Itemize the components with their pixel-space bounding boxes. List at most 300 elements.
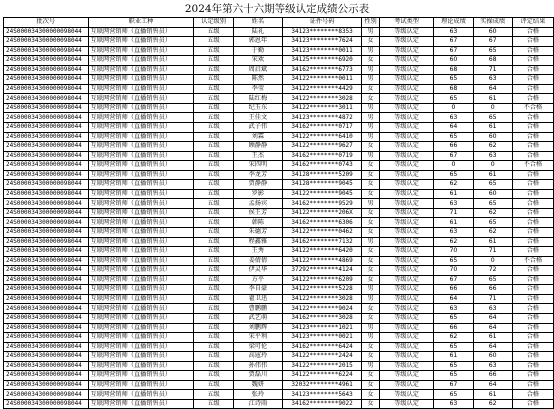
theory-score-cell: 0 — [434, 161, 473, 171]
result-cell: 合格 — [512, 37, 553, 47]
occupation-cell: 互联网营销师（直播销售员） — [88, 170, 194, 180]
practice-score-cell: 71 — [473, 294, 512, 304]
level-cell: 五级 — [194, 132, 233, 142]
practice-score-cell: 64 — [473, 84, 512, 94]
practice-score-cell: 63 — [473, 75, 512, 85]
occupation-cell: 互联网营销师（直播销售员） — [88, 285, 194, 295]
name-cell: 王佳文 — [233, 113, 282, 123]
occupation-cell: 互联网营销师（直播销售员） — [88, 247, 194, 257]
id-number-cell: 34122********9045 — [283, 189, 362, 199]
table-row — [4, 333, 554, 343]
practice-score-cell: 67 — [473, 37, 512, 47]
exam-type-cell: 等级认定 — [379, 380, 433, 390]
exam-type-cell: 等级认定 — [379, 27, 433, 37]
theory-score-cell: 62 — [434, 333, 473, 343]
table-row — [4, 75, 554, 85]
practice-score-cell: 60 — [473, 27, 512, 37]
name-cell: 武艺萌 — [233, 313, 282, 323]
sex-cell: 女 — [362, 371, 380, 381]
level-cell: 五级 — [194, 380, 233, 390]
batch-cell: 24S000034300000098044 — [4, 180, 89, 190]
id-number-cell: 34122********3028 — [283, 294, 362, 304]
table-row — [4, 103, 554, 113]
occupation-cell: 互联网营销师（直播销售员） — [88, 151, 194, 161]
table-row — [4, 380, 554, 390]
level-cell: 五级 — [194, 285, 233, 295]
sex-cell: 女 — [362, 313, 380, 323]
occupation-cell: 互联网营销师（直播销售员） — [88, 380, 194, 390]
occupation-cell: 互联网营销师（直播销售员） — [88, 27, 194, 37]
batch-cell: 24S000034300000098044 — [4, 342, 89, 352]
practice-score-cell: 62 — [473, 228, 512, 238]
practice-score-cell: 65 — [473, 199, 512, 209]
batch-cell: 24S000034300000098044 — [4, 46, 89, 56]
exam-type-cell: 等级认定 — [379, 189, 433, 199]
table-row — [4, 123, 554, 133]
result-cell: 合格 — [512, 371, 553, 381]
occupation-cell: 互联网营销师（直播销售员） — [88, 371, 194, 381]
practice-score-cell: 66 — [473, 371, 512, 381]
sex-cell: 男 — [362, 75, 380, 85]
batch-cell: 24S000034300000098044 — [4, 27, 89, 37]
result-cell: 合格 — [512, 275, 553, 285]
batch-cell: 24S000034300000098044 — [4, 380, 89, 390]
result-cell: 合格 — [512, 123, 553, 133]
theory-score-cell: 68 — [434, 65, 473, 75]
theory-score-cell: 64 — [434, 294, 473, 304]
practice-score-cell: 60 — [473, 132, 512, 142]
column-header-occupation: 职业工种 — [88, 18, 194, 28]
results-table — [3, 17, 554, 409]
id-number-cell: 34123********0021 — [283, 333, 362, 343]
table-row — [4, 46, 554, 56]
table-row — [4, 361, 554, 371]
sex-cell: 女 — [362, 180, 380, 190]
batch-cell: 24S000034300000098044 — [4, 56, 89, 66]
exam-type-cell: 等级认定 — [379, 390, 433, 400]
level-cell: 五级 — [194, 342, 233, 352]
batch-cell: 24S000034300000098044 — [4, 65, 89, 75]
occupation-cell: 互联网营销师（直播销售员） — [88, 266, 194, 276]
result-cell: 合格 — [512, 237, 553, 247]
practice-score-cell: 64 — [473, 342, 512, 352]
table-row — [4, 352, 554, 362]
occupation-cell: 互联网营销师（直播销售员） — [88, 142, 194, 152]
sex-cell: 男 — [362, 46, 380, 56]
level-cell: 五级 — [194, 371, 233, 381]
result-cell: 合格 — [512, 170, 553, 180]
batch-cell: 24S000034300000098044 — [4, 333, 89, 343]
name-cell: 武子伟 — [233, 123, 282, 133]
sex-cell: 男 — [362, 361, 380, 371]
practice-score-cell: 0 — [473, 161, 512, 171]
practice-score-cell: 72 — [473, 266, 512, 276]
column-header-id-number: 证件号码 — [283, 18, 362, 28]
exam-type-cell: 等级认定 — [379, 37, 433, 47]
practice-score-cell: 60 — [473, 352, 512, 362]
occupation-cell: 互联网营销师（直播销售员） — [88, 218, 194, 228]
batch-cell: 24S000034300000098044 — [4, 37, 89, 47]
sex-cell: 男 — [362, 237, 380, 247]
result-cell: 合格 — [512, 399, 553, 409]
sex-cell: 女 — [362, 94, 380, 104]
sex-cell: 女 — [362, 399, 380, 409]
table-row — [4, 65, 554, 75]
practice-score-cell: 0 — [473, 103, 512, 113]
occupation-cell: 互联网营销师（直播销售员） — [88, 161, 194, 171]
id-number-cell: 34122********3011 — [283, 103, 362, 113]
table-row — [4, 27, 554, 37]
table-row — [4, 390, 554, 400]
sex-cell: 女 — [362, 390, 380, 400]
column-header-batch: 批次号 — [4, 18, 89, 28]
exam-type-cell: 等级认定 — [379, 180, 433, 190]
theory-score-cell: 66 — [434, 142, 473, 152]
result-cell: 合格 — [512, 380, 553, 390]
sex-cell: 男 — [362, 323, 380, 333]
theory-score-cell: 65 — [434, 132, 473, 142]
occupation-cell: 互联网营销师（直播销售员） — [88, 65, 194, 75]
table-row — [4, 266, 554, 276]
table-row — [4, 180, 554, 190]
practice-score-cell: 65 — [473, 180, 512, 190]
result-cell: 合格 — [512, 285, 553, 295]
column-header-result: 评定结果 — [512, 18, 553, 28]
batch-cell: 24S000034300000098044 — [4, 161, 89, 171]
result-cell: 合格 — [512, 27, 553, 37]
result-cell: 合格 — [512, 132, 553, 142]
practice-score-cell: 62 — [473, 399, 512, 409]
batch-cell: 24S000034300000098044 — [4, 371, 89, 381]
sex-cell: 男 — [362, 285, 380, 295]
id-number-cell: 34122********6209 — [283, 275, 362, 285]
exam-type-cell: 等级认定 — [379, 218, 433, 228]
sex-cell: 女 — [362, 170, 380, 180]
table-row — [4, 56, 554, 66]
exam-type-cell: 等级认定 — [379, 361, 433, 371]
theory-score-cell: 65 — [434, 94, 473, 104]
id-number-cell: 34123********0011 — [283, 46, 362, 56]
table-row — [4, 113, 554, 123]
name-cell: 陆红梅 — [233, 94, 282, 104]
result-cell: 合格 — [512, 46, 553, 56]
occupation-cell: 互联网营销师（直播销售员） — [88, 75, 194, 85]
name-cell: 陆礼 — [233, 27, 282, 37]
occupation-cell: 互联网营销师（直播销售员） — [88, 123, 194, 133]
theory-score-cell: 63 — [434, 228, 473, 238]
result-cell: 合格 — [512, 333, 553, 343]
column-header-exam-type: 考试类型 — [379, 18, 433, 28]
practice-score-cell: 64 — [473, 323, 512, 333]
batch-cell: 24S000034300000098044 — [4, 285, 89, 295]
result-cell: 合格 — [512, 208, 553, 218]
theory-score-cell: 70 — [434, 247, 473, 257]
column-header-level: 认定级别 — [194, 18, 233, 28]
batch-cell: 24S000034300000098044 — [4, 189, 89, 199]
occupation-cell: 互联网营销师（直播销售员） — [88, 46, 194, 56]
sex-cell: 女 — [362, 304, 380, 314]
occupation-cell: 互联网营销师（直播销售员） — [88, 361, 194, 371]
id-number-cell: 34123********7624 — [283, 37, 362, 47]
occupation-cell: 互联网营销师（直播销售员） — [88, 180, 194, 190]
sex-cell: 男 — [362, 123, 380, 133]
level-cell: 五级 — [194, 323, 233, 333]
table-row — [4, 84, 554, 94]
exam-type-cell: 等级认定 — [379, 256, 433, 266]
level-cell: 五级 — [194, 75, 233, 85]
exam-type-cell: 等级认定 — [379, 94, 433, 104]
sex-cell: 女 — [362, 380, 380, 390]
theory-score-cell: 66 — [434, 323, 473, 333]
occupation-cell: 互联网营销师（直播销售员） — [88, 342, 194, 352]
level-cell: 五级 — [194, 46, 233, 56]
result-cell: 合格 — [512, 56, 553, 66]
name-cell: 程鑫雅 — [233, 237, 282, 247]
name-cell: 王杰 — [233, 151, 282, 161]
result-cell: 合格 — [512, 313, 553, 323]
sex-cell: 女 — [362, 208, 380, 218]
level-cell: 五级 — [194, 247, 233, 257]
column-header-name: 姓名 — [233, 18, 282, 28]
id-number-cell: 34122********4429 — [283, 84, 362, 94]
table-body — [4, 27, 554, 409]
id-number-cell: 34162********6306 — [283, 218, 362, 228]
theory-score-cell: 67 — [434, 151, 473, 161]
id-number-cell: 34123********8353 — [283, 27, 362, 37]
occupation-cell: 互联网营销师（直播销售员） — [88, 199, 194, 209]
level-cell: 五级 — [194, 84, 233, 94]
name-cell: 翟卫迅 — [233, 294, 282, 304]
name-cell: 纪玉东 — [233, 103, 282, 113]
exam-type-cell: 等级认定 — [379, 123, 433, 133]
table-row — [4, 237, 554, 247]
id-number-cell: 34162********0719 — [283, 151, 362, 161]
theory-score-cell: 65 — [434, 371, 473, 381]
sex-cell: 男 — [362, 113, 380, 123]
name-cell: 陈然 — [233, 75, 282, 85]
practice-score-cell: 65 — [473, 218, 512, 228]
occupation-cell: 互联网营销师（直播销售员） — [88, 275, 194, 285]
batch-cell: 24S000034300000098044 — [4, 103, 89, 113]
batch-cell: 24S000034300000098044 — [4, 266, 89, 276]
column-header-practice-score: 实操成绩 — [473, 18, 512, 28]
name-cell: 江诗雨 — [233, 399, 282, 409]
sex-cell: 男 — [362, 27, 380, 37]
header-row — [4, 18, 554, 28]
name-cell: 贾磊川 — [233, 371, 282, 381]
level-cell: 五级 — [194, 399, 233, 409]
id-number-cell: 34122********3028 — [283, 94, 362, 104]
exam-type-cell: 等级认定 — [379, 342, 433, 352]
theory-score-cell: 65 — [434, 75, 473, 85]
name-cell: 顾静静 — [233, 142, 282, 152]
level-cell: 五级 — [194, 228, 233, 238]
occupation-cell: 互联网营销师（直播销售员） — [88, 390, 194, 400]
sex-cell: 女 — [362, 352, 380, 362]
level-cell: 五级 — [194, 256, 233, 266]
exam-type-cell: 等级认定 — [379, 75, 433, 85]
level-cell: 五级 — [194, 218, 233, 228]
id-number-cell: 34123********1021 — [283, 323, 362, 333]
column-header-sex: 性别 — [362, 18, 380, 28]
id-number-cell: 34122********6224 — [283, 371, 362, 381]
batch-cell: 24S000034300000098044 — [4, 256, 89, 266]
batch-cell: 24S000034300000098044 — [4, 208, 89, 218]
level-cell: 五级 — [194, 170, 233, 180]
exam-type-cell: 等级认定 — [379, 132, 433, 142]
exam-type-cell: 等级认定 — [379, 247, 433, 257]
table-row — [4, 170, 554, 180]
id-number-cell: 34162********9022 — [283, 399, 362, 409]
id-number-cell: 34122********6410 — [283, 132, 362, 142]
practice-score-cell: 71 — [473, 247, 512, 257]
name-cell: 宋平利 — [233, 333, 282, 343]
practice-score-cell: 63 — [473, 304, 512, 314]
sex-cell: 女 — [362, 189, 380, 199]
practice-score-cell: 61 — [473, 123, 512, 133]
practice-score-cell: 63 — [473, 151, 512, 161]
occupation-cell: 互联网营销师（直播销售员） — [88, 189, 194, 199]
result-cell: 合格 — [512, 323, 553, 333]
theory-score-cell: 65 — [434, 256, 473, 266]
table-row — [4, 189, 554, 199]
table-row — [4, 142, 554, 152]
level-cell: 五级 — [194, 27, 233, 37]
occupation-cell: 互联网营销师（直播销售员） — [88, 237, 194, 247]
occupation-cell: 互联网营销师（直播销售员） — [88, 37, 194, 47]
batch-cell: 24S000034300000098044 — [4, 151, 89, 161]
level-cell: 五级 — [194, 294, 233, 304]
sex-cell: 女 — [362, 56, 380, 66]
practice-score-cell: 65 — [473, 46, 512, 56]
sex-cell: 男 — [362, 151, 380, 161]
sex-cell: 女 — [362, 266, 380, 276]
practice-score-cell: 63 — [473, 361, 512, 371]
sex-cell: 女 — [362, 342, 380, 352]
level-cell: 五级 — [194, 275, 233, 285]
table-row — [4, 399, 554, 409]
exam-type-cell: 等级认定 — [379, 304, 433, 314]
name-cell: 李龙芳 — [233, 170, 282, 180]
id-number-cell: 34122********0011 — [283, 75, 362, 85]
sex-cell: 女 — [362, 228, 380, 238]
sex-cell: 女 — [362, 218, 380, 228]
exam-type-cell: 等级认定 — [379, 103, 433, 113]
result-cell: 合格 — [512, 75, 553, 85]
id-number-cell: 34122********0462 — [283, 228, 362, 238]
sex-cell: 女 — [362, 256, 380, 266]
practice-score-cell: 60 — [473, 189, 512, 199]
exam-type-cell: 等级认定 — [379, 199, 433, 209]
sex-cell: 男 — [362, 333, 380, 343]
table-row — [4, 37, 554, 47]
id-number-cell: 34122********9627 — [283, 142, 362, 152]
level-cell: 五级 — [194, 94, 233, 104]
theory-score-cell: 66 — [434, 285, 473, 295]
sex-cell: 女 — [362, 142, 380, 152]
id-number-cell: 32032********4961 — [283, 380, 362, 390]
practice-score-cell: 61 — [473, 170, 512, 180]
exam-type-cell: 等级认定 — [379, 65, 433, 75]
practice-score-cell: 61 — [473, 333, 512, 343]
name-cell: 周启斌 — [233, 65, 282, 75]
id-number-cell: 34162********7132 — [283, 237, 362, 247]
batch-cell: 24S000034300000098044 — [4, 142, 89, 152]
occupation-cell: 互联网营销师（直播销售员） — [88, 113, 194, 123]
occupation-cell: 互联网营销师（直播销售员） — [88, 103, 194, 113]
exam-type-cell: 等级认定 — [379, 275, 433, 285]
theory-score-cell: 64 — [434, 123, 473, 133]
name-cell: 朱德芳 — [233, 228, 282, 238]
occupation-cell: 互联网营销师（直播销售员） — [88, 228, 194, 238]
id-number-cell: 34162********6773 — [283, 65, 362, 75]
level-cell: 五级 — [194, 161, 233, 171]
theory-score-cell: 68 — [434, 84, 473, 94]
name-cell: 刘鹏辉 — [233, 323, 282, 333]
result-cell: 合格 — [512, 84, 553, 94]
column-header-theory-score: 理论成绩 — [434, 18, 473, 28]
table-row — [4, 285, 554, 295]
name-cell: 姜倩倩 — [233, 256, 282, 266]
exam-type-cell: 等级认定 — [379, 266, 433, 276]
table-row — [4, 208, 554, 218]
name-cell: 方平 — [233, 275, 282, 285]
id-number-cell: 34122********2424 — [283, 352, 362, 362]
id-number-cell: 37292********4124 — [283, 266, 362, 276]
practice-score-cell: 65 — [473, 275, 512, 285]
exam-type-cell: 等级认定 — [379, 113, 433, 123]
sex-cell: 女 — [362, 161, 380, 171]
level-cell: 五级 — [194, 352, 233, 362]
batch-cell: 24S000034300000098044 — [4, 323, 89, 333]
occupation-cell: 互联网营销师（直播销售员） — [88, 56, 194, 66]
occupation-cell: 互联网营销师（直播销售员） — [88, 94, 194, 104]
exam-type-cell: 等级认定 — [379, 371, 433, 381]
level-cell: 五级 — [194, 199, 233, 209]
practice-score-cell: 61 — [473, 94, 512, 104]
theory-score-cell: 63 — [434, 304, 473, 314]
table-row — [4, 132, 554, 142]
batch-cell: 24S000034300000098044 — [4, 170, 89, 180]
name-cell: 侯王芳 — [233, 208, 282, 218]
table-row — [4, 304, 554, 314]
table-row — [4, 199, 554, 209]
level-cell: 五级 — [194, 333, 233, 343]
exam-type-cell: 等级认定 — [379, 208, 433, 218]
practice-score-cell: 64 — [473, 313, 512, 323]
theory-score-cell: 61 — [434, 189, 473, 199]
practice-score-cell: 71 — [473, 65, 512, 75]
result-cell: 合格 — [512, 352, 553, 362]
theory-score-cell: 67 — [434, 380, 473, 390]
theory-score-cell: 67 — [434, 46, 473, 56]
occupation-cell: 互联网营销师（直播销售员） — [88, 132, 194, 142]
exam-type-cell: 等级认定 — [379, 84, 433, 94]
result-cell: 合格 — [512, 361, 553, 371]
practice-score-cell: 62 — [473, 142, 512, 152]
id-number-cell: 34123********4872 — [283, 113, 362, 123]
batch-cell: 24S000034300000098044 — [4, 247, 89, 257]
name-cell: 罗影 — [233, 189, 282, 199]
sex-cell: 女 — [362, 84, 380, 94]
level-cell: 五级 — [194, 56, 233, 66]
batch-cell: 24S000034300000098044 — [4, 294, 89, 304]
result-cell: 合格 — [512, 266, 553, 276]
exam-type-cell: 等级认定 — [379, 142, 433, 152]
theory-score-cell: 0 — [434, 103, 473, 113]
table-row — [4, 218, 554, 228]
theory-score-cell: 67 — [434, 275, 473, 285]
